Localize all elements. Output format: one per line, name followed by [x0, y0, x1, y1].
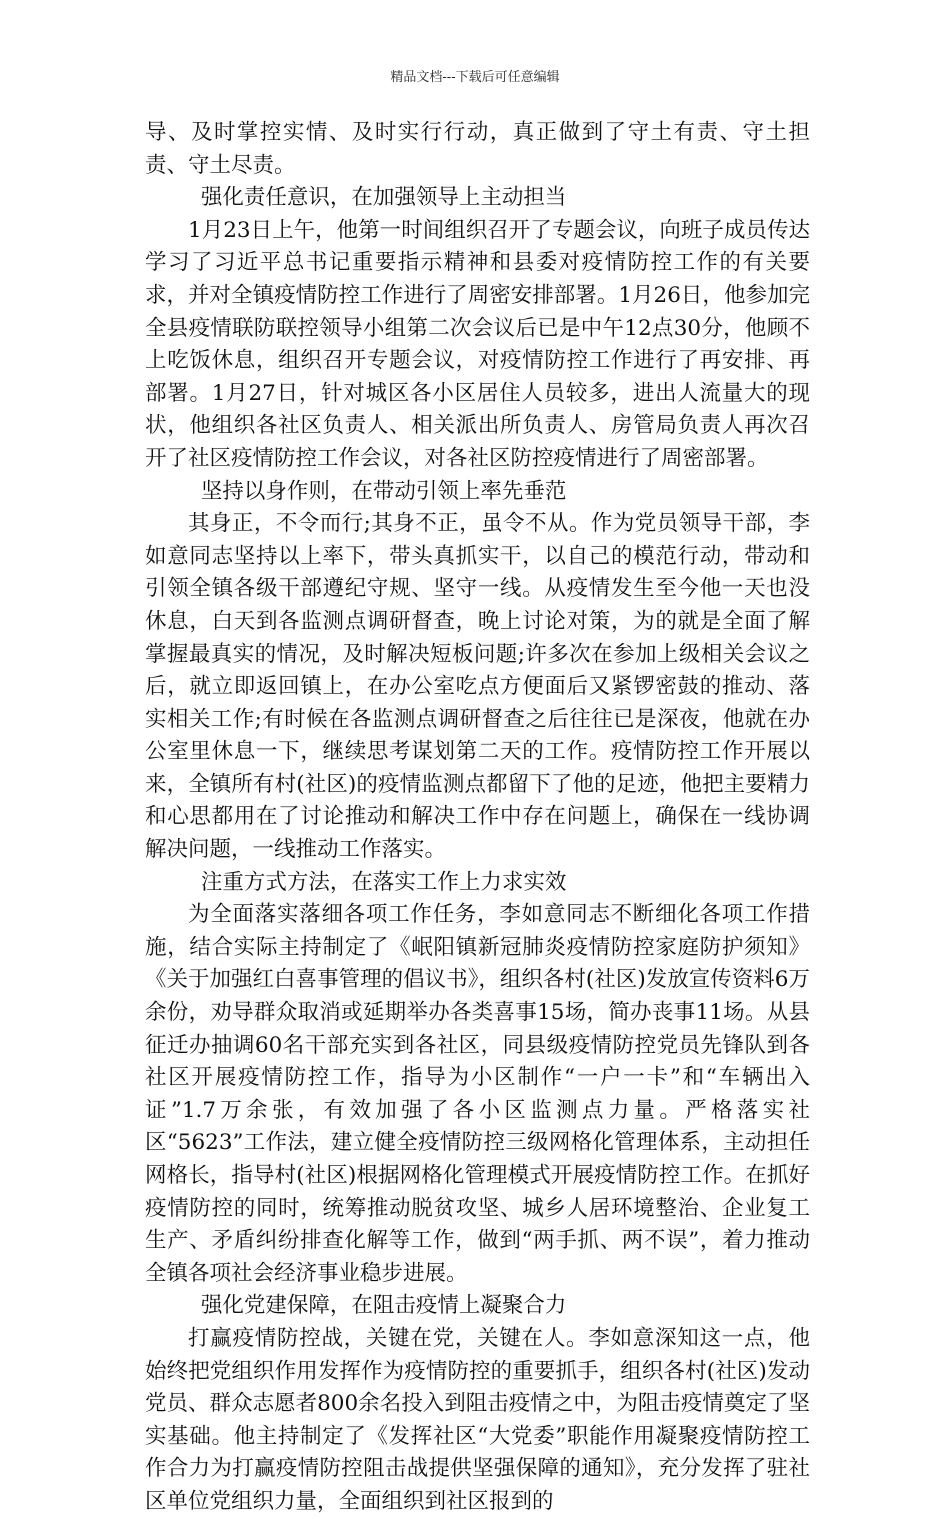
section-heading: 注重方式方法，在落实工作上力求实效: [200, 869, 567, 895]
paragraph: 打赢疫情防控战，关键在党，关键在人。李如意深知这一点，他始终把党组织作用发挥作为疫情防控的重要抓手，组织各村(社区)发动党员、群众志愿者800余名投入到阻击疫情之中，为阻击疫情奠定了坚实基础。他主持制定了《发挥社区“大党委”职能作用凝聚疫情防控工作合力为打赢疫情防控阻击战提供坚强保障的通知》，充分发挥了驻社区单位党组织力量，全面组织到社区报到的: [145, 1325, 810, 1514]
page-header: 精品文档---下载后可任意编辑: [390, 70, 560, 85]
section-heading: 坚持以身作则，在带动引领上率先垂范: [200, 478, 567, 504]
paragraph: 为全面落实落细各项工作任务，李如意同志不断细化各项工作措施，结合实际主持制定了《岷阳镇新冠肺炎疫情防控家庭防护须知》《关于加强红白喜事管理的倡议书》，组织各村(社区)发放宣传资料6万余份，劝导群众取消或延期举办各类喜事15场，简办丧事11场。从县征迁办抽调60名干部充实到各社区，同县级疫情防控党员先锋队到各社区开展疫情防控工作，指导为小区制作“一户一卡”和“车辆出入证”1.7万余张，有效加强了各小区监测点力量。严格落实社区“5623”工作法，建立健全疫情防控三级网格化管理体系，主动担任网格长，指导村(社区)根据网格化管理模式开展疫情防控工作。在抓好疫情防控的同时，统筹推动脱贫攻坚、城乡人居环境整治、企业复工生产、矛盾纠纷排查化解等工作，做到“两手抓、两不误”，着力推动全镇各项社会经济事业稳步进展。: [145, 902, 810, 1286]
paragraph: 1月23日上午，他第一时间组织召开了专题会议，向班子成员传达学习了习近平总书记重要指示精神和县委对疫情防控工作的有关要求，并对全镇疫情防控工作进行了周密安排部署。1月26日，他参加完全县疫情联防联控领导小组第二次会议后已是中午12点30分，他顾不上吃饭休息，组织召开专题会议，对疫情防控工作进行了再安排、再部署。1月27日，针对城区各小区居住人员较多，进出人流量大的现状，他组织各社区负责人、相关派出所负责人、房管局负责人再次召开了社区疫情防控工作会议，对各社区防控疫情进行了周密部署。: [145, 217, 810, 471]
section-heading: 强化责任意识，在加强领导上主动担当: [200, 185, 567, 211]
paragraph-continued: 导、及时掌控实情、及时实行行动，真正做到了守土有责、守土担责、守土尽责。: [145, 120, 810, 178]
document-body: [145, 117, 810, 1519]
paragraph: 其身正，不令而行;其身不正，虽令不从。作为党员领导干部，李如意同志坚持以上率下，带头真抓实干，以自己的模范行动，带动和引领全镇各级干部遵纪守规、坚守一线。从疫情发生至今他一天也没休息，白天到各监测点调研督查，晚上讨论对策，为的就是全面了解掌握最真实的情况，及时解决短板问题;许多次在参加上级相关会议之后，就立即返回镇上，在办公室吃点方便面后又紧锣密鼓的推动、落实相关工作;有时候在各监测点调研督查之后往往已是深夜，他就在办公室里休息一下，继续思考谋划第二天的工作。疫情防控工作开展以来，全镇所有村(社区)的疫情监测点都留下了他的足迹，他把主要精力和心思都用在了讨论推动和解决工作中存在问题上，确保在一线协调解决问题，一线推动工作落实。: [145, 511, 810, 863]
section-heading: 强化党建保障，在阻击疫情上凝聚合力: [200, 1293, 567, 1319]
